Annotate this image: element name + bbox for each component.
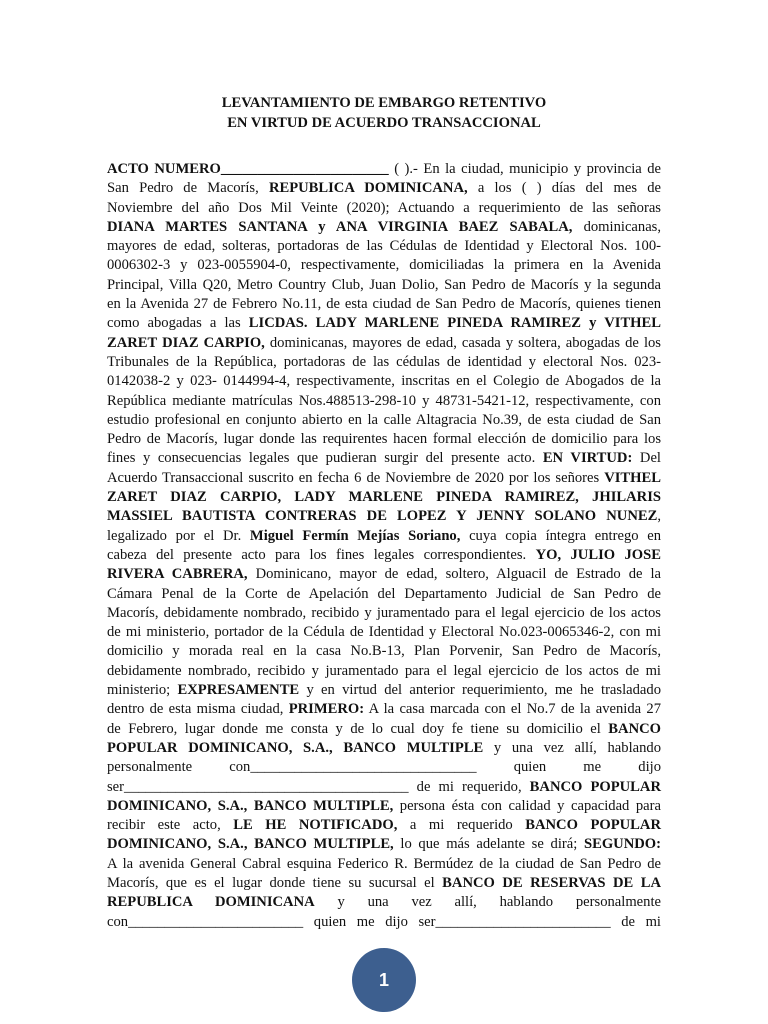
- text-segment: cabeza del presente acto para los fines legales correspondientes.: [107, 546, 536, 563]
- bold-text-segment: BANCO DE RESERVAS DE LA: [442, 874, 661, 891]
- body-line: [107, 855, 661, 874]
- text-segment: dominicanas, mayores de edad, casada y soltera, abogadas de los: [264, 334, 661, 351]
- body-line: [107, 642, 661, 661]
- bold-text-segment: SEGUNDO:: [583, 836, 661, 853]
- text-segment: dentro de esta misma ciudad,: [107, 701, 289, 718]
- text-segment: San Pedro de Macorís,: [107, 180, 269, 197]
- body-line: [107, 295, 661, 314]
- text-segment: debidamente nombrado, recibido y juramentado para el legal ejercicio de los actos de mi: [107, 662, 661, 679]
- title-line-2: EN VIRTUD DE ACUERDO TRANSACCIONAL: [227, 115, 541, 131]
- bold-text-segment: POPULAR DOMINICANO, S.A., BANCO MULTIPLE: [107, 739, 484, 756]
- body-line: [107, 893, 661, 912]
- document-title: [0, 93, 768, 133]
- text-segment: Pedro de Macorís, lugar donde las requirentes hacen formal elección de domicilio para los: [107, 431, 661, 448]
- body-line: [107, 449, 661, 468]
- text-segment: de Febrero, lugar donde me consta y de lo cual doy fe tiene su domicilio el: [107, 720, 609, 737]
- text-segment: mayores de edad, solteras, portadoras de las Cédulas de Identidad y Electoral Nos. 100-: [107, 238, 661, 255]
- text-segment: Macorís, debidamente nombrado, recibido y juramentado para el legal ejercicio de los actos: [107, 604, 661, 621]
- text-segment: en la Avenida 27 de Febrero No.11, de esta ciudad de San Pedro de Macorís, quienes tienen: [107, 296, 661, 313]
- bold-text-segment: BANCO POPULAR: [525, 817, 661, 834]
- body-line: [107, 392, 661, 411]
- text-segment: y en virtud del anterior requerimiento, me he trasladado: [299, 682, 661, 699]
- bold-text-segment: PRIMERO:: [288, 701, 365, 718]
- body-line: [107, 604, 661, 623]
- bold-text-segment: VITHEL: [604, 469, 661, 486]
- text-segment: Macorís, que es el lugar donde tiene su sucursal el: [107, 874, 443, 891]
- page-number-badge: [352, 948, 416, 1012]
- text-segment: lo que más adelante se dirá;: [393, 836, 584, 853]
- text-segment: a los ( ) días del mes de: [467, 180, 661, 197]
- text-segment: Acuerdo Transaccional suscrito en fecha 6 de Noviembre de 2020 por los señores: [107, 469, 605, 486]
- bold-text-segment: LE HE NOTIFICADO,: [233, 817, 398, 834]
- text-segment: ( ).- En la ciudad, municipio y provincia de: [388, 161, 662, 177]
- body-line: [107, 739, 661, 758]
- body-line: [107, 758, 661, 777]
- bold-text-segment: YO, JULIO JOSE: [535, 546, 661, 563]
- text-segment: personalmente con_______________________________ quien me dijo: [107, 759, 661, 776]
- text-segment: de mi ministerio, portador de la Cédula de Identidad y Electoral No.023-0065346-2, con mi: [107, 624, 661, 641]
- body-line: [107, 160, 661, 179]
- body-line: [107, 913, 661, 932]
- text-segment: Principal, Villa Q20, Metro Country Club, Juan Dolio, San Pedro de Macorís y la segunda: [107, 276, 661, 293]
- bold-text-segment: Miguel Fermín Mejías Soriano,: [249, 527, 461, 544]
- bold-text-segment: ZARET DIAZ CARPIO, LADY MARLENE PINEDA RAMIREZ, JHILARIS: [107, 489, 661, 506]
- bold-text-segment: ZARET DIAZ CARPIO,: [107, 334, 265, 351]
- body-line: [107, 179, 661, 198]
- body-line: [107, 276, 661, 295]
- body-line: [107, 372, 661, 391]
- text-segment: ser_______________________________________ de mi requerido,: [107, 778, 530, 795]
- document-body: [107, 160, 661, 932]
- body-line: [107, 469, 661, 488]
- bold-text-segment: MASSIEL BAUTISTA CONTRERAS DE LOPEZ Y JENNY SOLANO NUNEZ: [107, 508, 658, 525]
- text-segment: Tribunales de la República, portadoras de las cédulas de identidad y electoral Nos. 023-: [107, 353, 661, 370]
- body-line: [107, 411, 661, 430]
- text-segment: A la avenida General Cabral esquina Federico R. Bermúdez de la ciudad de San Pedro de: [107, 855, 661, 872]
- bold-text-segment: DOMINICANO, S.A., BANCO MULTIPLE,: [107, 797, 394, 814]
- body-line: [107, 623, 661, 642]
- bold-text-segment: BANCO: [608, 720, 661, 737]
- bold-text-segment: ACTO NUMERO_______________________: [107, 161, 389, 177]
- body-line: [107, 565, 661, 584]
- bold-text-segment: EN VIRTUD:: [542, 450, 633, 467]
- body-line: [107, 835, 661, 854]
- body-line: [107, 797, 661, 816]
- body-line: [107, 334, 661, 353]
- text-segment: cuya copia íntegra entrego en: [460, 527, 661, 544]
- text-segment: y una vez allí, hablando personalmente: [314, 894, 661, 911]
- body-line: [107, 353, 661, 372]
- bold-text-segment: BANCO POPULAR: [529, 778, 661, 795]
- page-number: 1: [378, 969, 389, 990]
- text-segment: República mediante matrículas Nos.488513-298-10 y 48731-5421-12, respectivamente, con: [107, 392, 661, 409]
- text-segment: legalizado por el Dr.: [107, 527, 250, 544]
- body-line: [107, 778, 661, 797]
- text-segment: A la casa marcada con el No.7 de la avenida 27: [364, 701, 661, 718]
- body-line: [107, 700, 661, 719]
- text-segment: como abogadas a las: [107, 315, 249, 332]
- body-line: [107, 681, 661, 700]
- text-segment: Cámara Penal de la Corte de Apelación del Departamento Judicial de San Pedro de: [107, 585, 661, 602]
- text-segment: con________________________ quien me dijo ser________________________ de mi: [107, 913, 661, 930]
- text-segment: ministerio;: [107, 682, 178, 699]
- bold-text-segment: DOMINICANO, S.A., BANCO MULTIPLE,: [107, 836, 394, 853]
- text-segment: 0142038-2 y 023- 0144994-4, respectivamente, inscritas en el Colegio de Abogados de la: [107, 373, 661, 390]
- text-segment: domicilio y morada real en la casa No.B-13, Plan Porvenir, San Pedro de Macorís,: [107, 643, 661, 660]
- bold-text-segment: EXPRESAMENTE: [177, 682, 300, 699]
- text-segment: recibir este acto,: [107, 817, 234, 834]
- body-line: [107, 430, 661, 449]
- body-line: [107, 507, 661, 526]
- text-segment: y una vez allí, hablando: [483, 739, 661, 756]
- text-segment: dominicanas,: [572, 218, 661, 235]
- text-segment: ,: [657, 508, 661, 525]
- body-line: [107, 585, 661, 604]
- body-line: [107, 199, 661, 218]
- body-line: [107, 816, 661, 835]
- text-segment: fines y consecuencias legales que pudieran surgir del presente acto.: [107, 450, 543, 467]
- bold-text-segment: REPUBLICA DOMINICANA,: [268, 180, 468, 197]
- body-line: [107, 546, 661, 565]
- text-segment: estudio profesional en conjunto abierto en la calle Altagracia No.39, de esta ciudad de San: [107, 411, 661, 428]
- body-line: [107, 527, 661, 546]
- body-line: [107, 256, 661, 275]
- body-line: [107, 874, 661, 893]
- body-line: [107, 488, 661, 507]
- bold-text-segment: RIVERA CABRERA,: [107, 566, 248, 583]
- bold-text-segment: LICDAS. LADY MARLENE PINEDA RAMIREZ y VITHEL: [248, 315, 661, 332]
- body-line: [107, 237, 661, 256]
- body-line: [107, 218, 661, 237]
- text-segment: Dominicano, mayor de edad, soltero, Alguacil de Estrado de la: [247, 566, 661, 583]
- text-segment: a mi requerido: [397, 817, 526, 834]
- text-segment: 0006302-3 y 023-0055904-0, respectivamente, domiciliadas la primera en la Avenida: [107, 257, 661, 274]
- text-segment: Del: [632, 450, 661, 467]
- text-segment: persona ésta con calidad y capacidad para: [393, 797, 661, 814]
- body-line: [107, 720, 661, 739]
- bold-text-segment: DIANA MARTES SANTANA y ANA VIRGINIA BAEZ SABALA,: [107, 218, 573, 235]
- title-line-1: LEVANTAMIENTO DE EMBARGO RETENTIVO: [221, 95, 547, 111]
- bold-text-segment: REPUBLICA DOMINICANA: [107, 894, 315, 911]
- body-line: [107, 662, 661, 681]
- body-line: [107, 314, 661, 333]
- text-segment: Noviembre del año Dos Mil Veinte (2020); Actuando a requerimiento de las señoras: [107, 199, 661, 216]
